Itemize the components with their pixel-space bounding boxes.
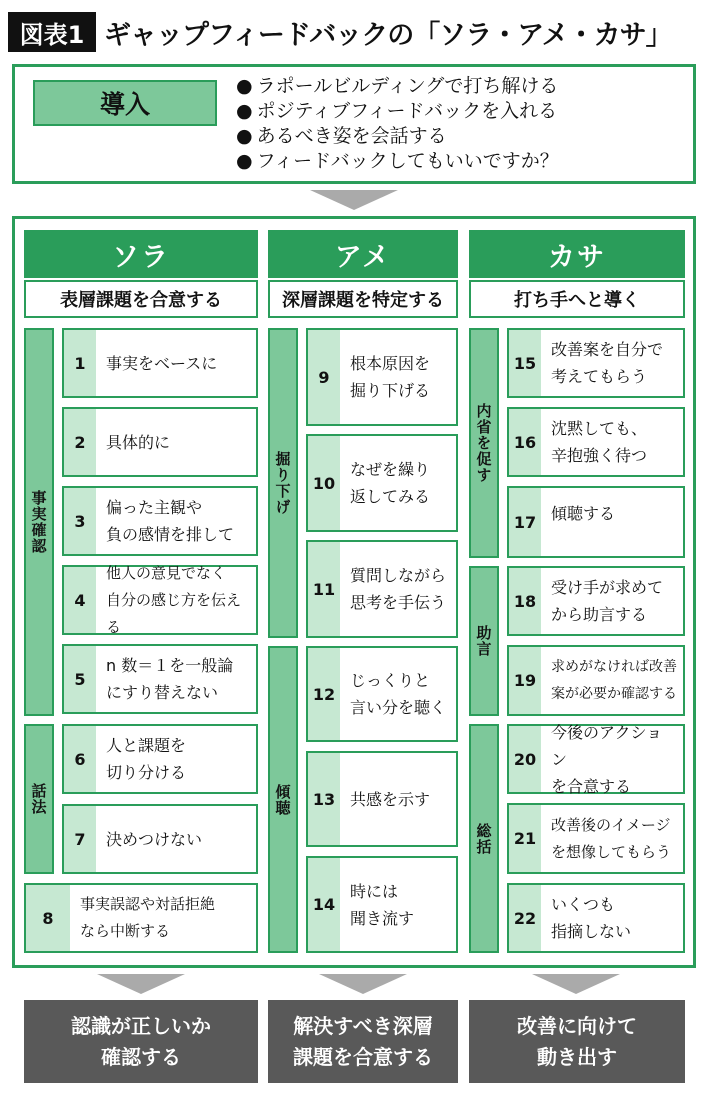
ame-card <box>306 434 458 532</box>
group-bar-dig-deeper <box>268 328 298 638</box>
card-text: 求めがなければ改善 案が必要か確認する <box>551 658 677 702</box>
kasa-card <box>507 645 685 716</box>
card-text: 偏った主観や 負の感情を排して <box>106 498 235 544</box>
group-bar-summary <box>469 724 499 953</box>
column-subtitle-ame: 深層課題を特定する <box>268 280 458 318</box>
group-bar-listening <box>268 646 298 953</box>
kasa-card <box>507 724 685 794</box>
card-number: 9 <box>308 330 340 424</box>
figure-title: ギャップフィードバックの「ソラ・アメ・カサ」 <box>104 19 672 51</box>
sora-card <box>62 724 258 794</box>
sora-card <box>62 328 258 398</box>
card-text: 根本原因を 掘り下げる <box>350 354 431 400</box>
down-arrow-icon <box>319 974 407 994</box>
down-arrow-icon <box>97 974 185 994</box>
group-label: 助言 <box>474 625 493 657</box>
ame-card <box>306 540 458 638</box>
card-number: 15 <box>509 330 541 396</box>
kasa-card <box>507 566 685 636</box>
kasa-card <box>507 486 685 558</box>
result-box-ame: 解決すべき深層 課題を合意する <box>268 1000 458 1083</box>
sora-card <box>62 804 258 874</box>
card-number: 17 <box>509 488 541 556</box>
card-number: 1 <box>64 330 96 396</box>
down-arrow-icon <box>310 190 398 210</box>
card-text: 決めつけない <box>106 829 203 849</box>
group-bar-reflection <box>469 328 499 558</box>
group-bar-advice <box>469 566 499 716</box>
card-text: 沈黙しても、 辛抱強く待つ <box>551 419 648 465</box>
card-number: 20 <box>509 726 541 792</box>
card-text: 質問しながら 思考を手伝う <box>350 566 447 612</box>
column-title-ame: アメ <box>268 230 458 278</box>
card-number: 11 <box>308 542 340 636</box>
intro-bullet: ● あるべき姿を会話する <box>236 124 559 149</box>
ame-card <box>306 328 458 426</box>
sora-card <box>62 565 258 635</box>
card-text: いくつも 指摘しない <box>551 895 632 941</box>
card-number: 13 <box>308 753 340 845</box>
intro-bullet: ● ラポールビルディングで打ち解ける <box>236 74 559 99</box>
column-title-sora: ソラ <box>24 230 258 278</box>
card-number: 12 <box>308 648 340 740</box>
card-number: 6 <box>64 726 96 792</box>
card-number: 21 <box>509 805 541 872</box>
down-arrow-icon <box>532 974 620 994</box>
sora-card <box>62 407 258 477</box>
sora-card <box>62 644 258 714</box>
ame-card <box>306 646 458 742</box>
result-box-sora: 認識が正しいか 確認する <box>24 1000 258 1083</box>
card-text: n 数＝１を一般論 にすり替えない <box>106 656 234 702</box>
kasa-card <box>507 883 685 953</box>
kasa-card <box>507 328 685 398</box>
result-box-kasa: 改善に向けて 動き出す <box>469 1000 685 1083</box>
card-number: 10 <box>308 436 340 530</box>
sora-card-wide <box>24 883 258 953</box>
card-number: 16 <box>509 409 541 475</box>
card-text: 改善後のイメージ を想像してもらう <box>551 815 672 861</box>
card-text: じっくりと 言い分を聴く <box>350 671 447 717</box>
card-text: 受け手が求めて から助言する <box>551 578 664 624</box>
kasa-card <box>507 407 685 477</box>
card-text: 他人の意見でなく 自分の感じ方を伝える <box>106 563 242 636</box>
column-title-kasa: カサ <box>469 230 685 278</box>
card-text: 人と課題を 切り分ける <box>106 736 187 782</box>
group-label: 掘り下げ <box>273 451 292 515</box>
group-label: 総括 <box>474 822 493 855</box>
card-text: 傾聴する <box>551 504 616 523</box>
kasa-card <box>507 803 685 874</box>
group-label: 話法 <box>29 783 48 815</box>
card-number: 3 <box>64 488 96 554</box>
intro-bullet: ● フィードバックしてもいいですか？ <box>236 149 559 174</box>
column-subtitle-sora: 表層課題を合意する <box>24 280 258 318</box>
card-text: 改善案を自分で 考えてもらう <box>551 340 664 386</box>
group-bar-speech <box>24 724 54 874</box>
group-bar-fact-check <box>24 328 54 716</box>
intro-label: 導入 <box>33 80 217 126</box>
card-text: 時には 聞き流す <box>350 881 415 928</box>
group-label: 事実確認 <box>29 490 48 554</box>
card-number: 2 <box>64 409 96 475</box>
card-text: 具体的に <box>106 432 171 452</box>
card-number: 22 <box>509 885 541 951</box>
card-text: 今後のアクション を合意する <box>551 722 663 796</box>
card-number: 8 <box>26 885 70 951</box>
card-number: 18 <box>509 568 541 634</box>
card-number: 5 <box>64 646 96 712</box>
card-text: なぜを繰り 返してみる <box>350 460 431 506</box>
intro-bullet-list <box>236 74 559 174</box>
ame-card <box>306 856 458 953</box>
card-text: 事実誤認や対話拒絶 なら中断する <box>80 895 216 940</box>
column-subtitle-kasa: 打ち手へと導く <box>469 280 685 318</box>
figure-tag: 図表1 <box>8 12 96 52</box>
card-number: 4 <box>64 567 96 633</box>
ame-card <box>306 751 458 847</box>
card-number: 7 <box>64 806 96 872</box>
card-number: 19 <box>509 647 541 714</box>
card-text: 共感を示す <box>350 789 431 809</box>
card-number: 14 <box>308 858 340 951</box>
group-label: 傾聴 <box>273 783 292 816</box>
group-label: 内省を促す <box>474 403 493 483</box>
intro-bullet: ● ポジティブフィードバックを入れる <box>236 99 559 124</box>
sora-card <box>62 486 258 556</box>
card-text: 事実をベースに <box>106 353 218 373</box>
